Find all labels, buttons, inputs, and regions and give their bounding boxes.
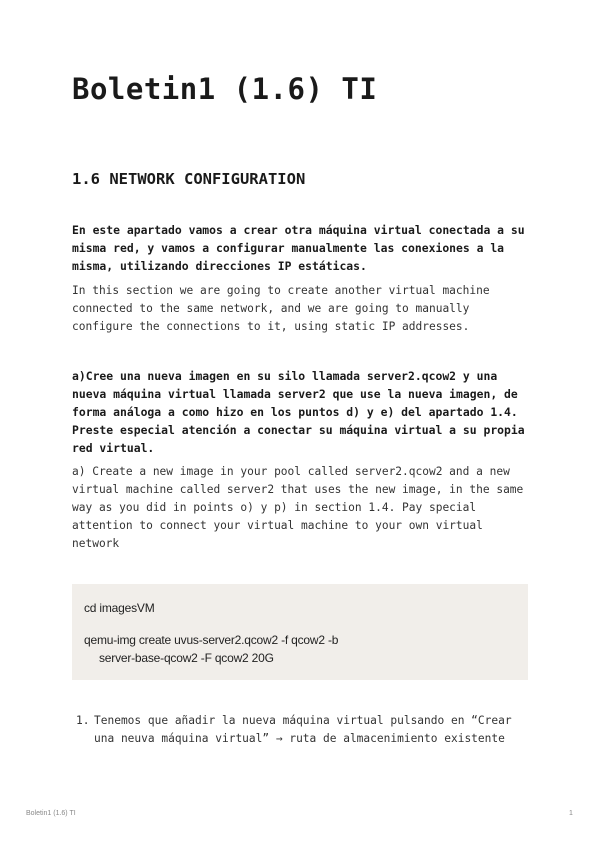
code-line: qemu-img create uvus-server2.qcow2 -f qcow2 -b [84, 633, 339, 647]
footer-page-number: 1 [569, 810, 573, 817]
intro-paragraph-english: In this section we are going to create another virtual machine connected to the same network, and we are going to manually configure the connections to it, using static IP addresses. [72, 284, 490, 333]
task-a-paragraph-english: a) Create a new image in your pool called server2.qcow2 and a new virtual machine called server2 that uses the new image, in the same way as you did in points o) y p) in section 1.4. Pay special attention to connect your virtual machine to your own virtual network [72, 465, 524, 550]
code-block [72, 584, 528, 680]
footer-document-title: Boletin1 (1.6) TI [26, 810, 76, 817]
code-line: server-base-qcow2 -F qcow2 20G [99, 651, 274, 665]
code-line: cd imagesVM [84, 601, 155, 615]
task-a-paragraph-spanish: a)Cree una nueva imagen en su silo llamada server2.qcow2 y una nueva máquina virtual llamada server2 que use la nueva imagen, de forma análoga a como hizo en los puntos d) y e) del apartado 1.4. Preste especial atención a conectar su máquina virtual a su propia red virtual. [72, 369, 525, 455]
section-heading: 1.6 NETWORK CONFIGURATION [72, 170, 306, 188]
list-item-marker: 1. [76, 714, 90, 727]
page-title: Boletin1 (1.6) TI [72, 72, 378, 106]
list-item-text: Tenemos que añadir la nueva máquina virtual pulsando en “Crear una neuva máquina virtual” → ruta de almacenimiento existente [94, 714, 512, 745]
intro-paragraph-spanish: En este apartado vamos a crear otra máquina virtual conectada a su misma red, y vamos a configurar manualmente las conexiones a la misma, utilizando direcciones IP estáticas. [72, 223, 525, 273]
